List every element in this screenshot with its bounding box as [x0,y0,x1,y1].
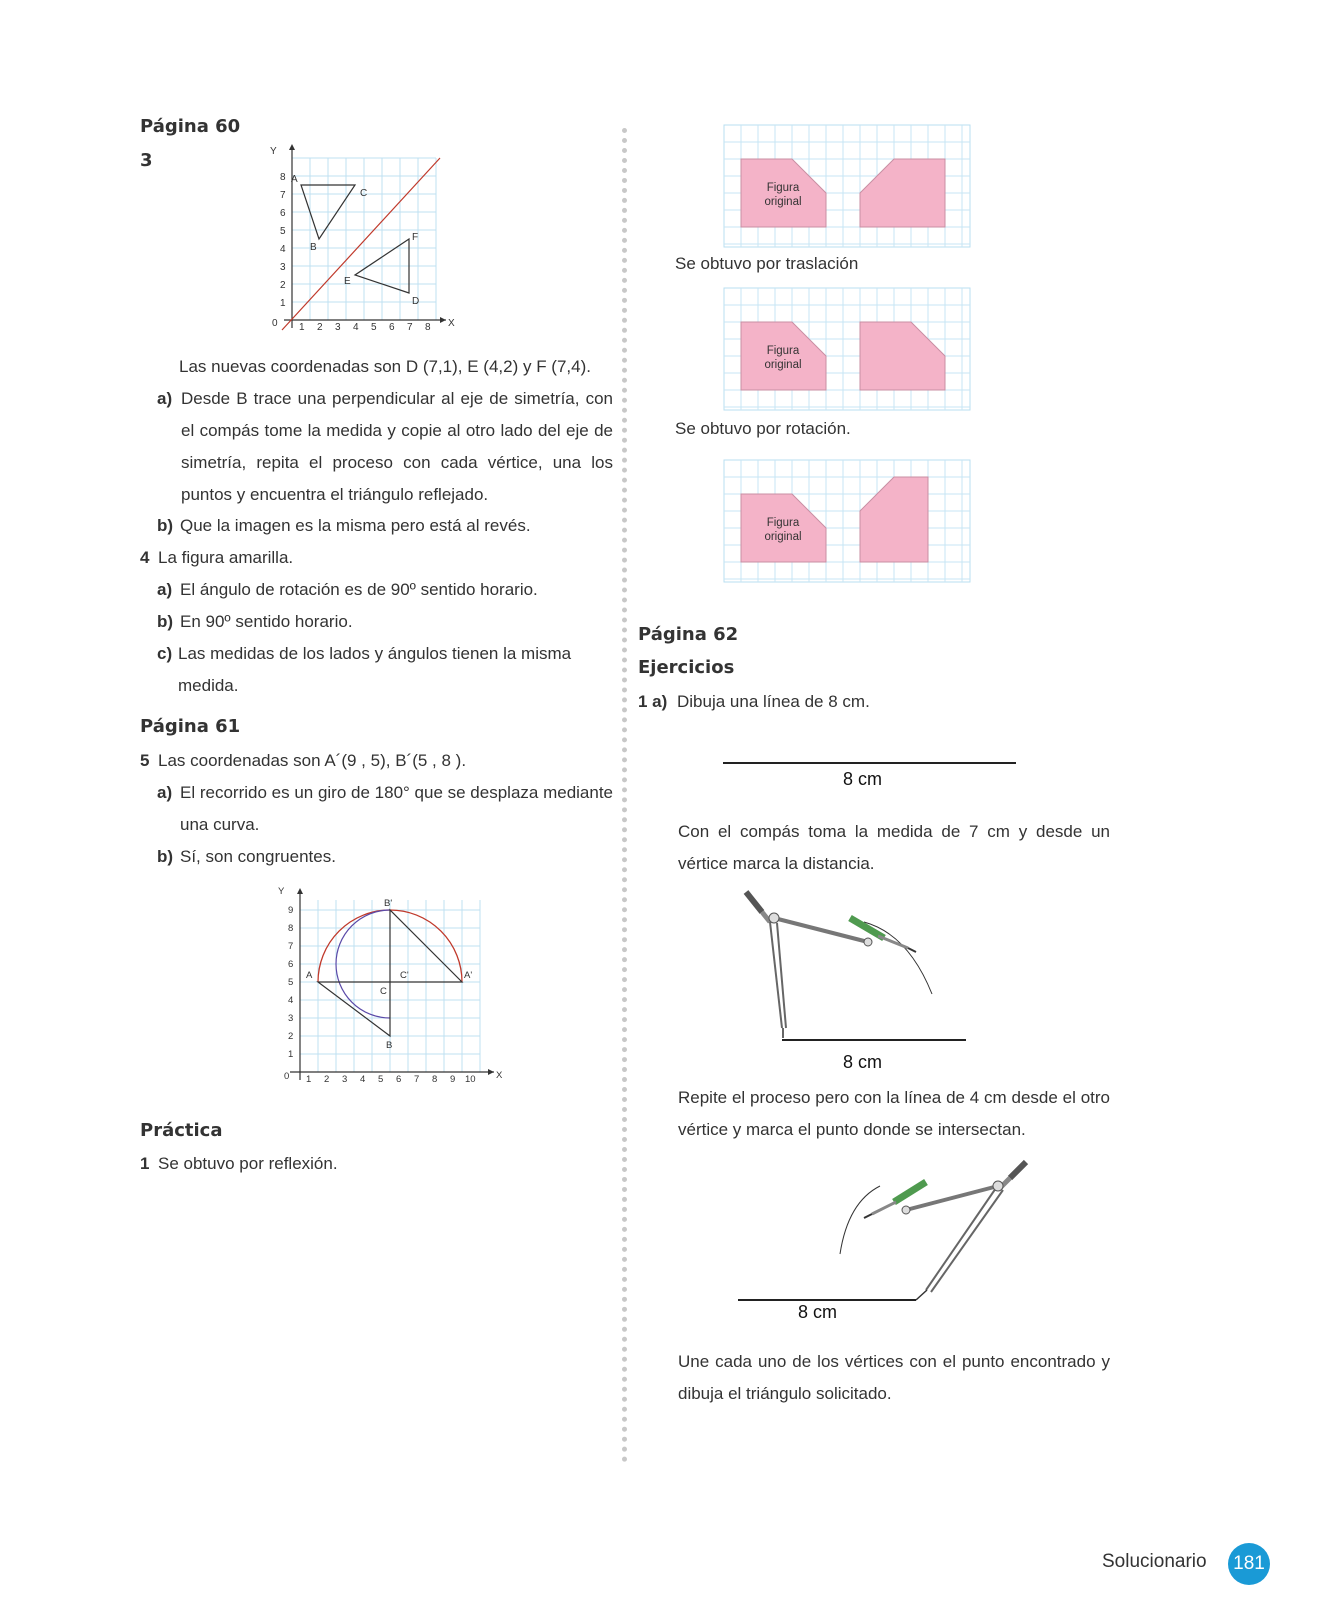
graph2-x-tick: 6 [396,1074,402,1085]
page-number-badge: 181 [1228,1543,1270,1585]
graph1-y-tick: 5 [280,226,286,237]
question-5-number: 5 [140,751,150,770]
column-divider [622,128,627,1463]
graph1-point-d: D [412,296,420,307]
graph2-x-tick: 4 [360,1074,366,1085]
q3-answer-text: Las nuevas coordenadas son D (7,1), E (4,2) y F (7,4). [179,357,591,376]
graph2-origin-label: 0 [284,1071,290,1082]
graph2-x-tick: 5 [378,1074,384,1085]
graph2-x-tick: 10 [465,1074,476,1085]
graph1-y-tick: 6 [280,208,286,219]
graph1-x-tick: 2 [317,322,323,333]
graph1-x-tick: 5 [371,322,377,333]
graph2-point-b-prime: B' [384,898,393,909]
graph1-x-tick: 1 [299,322,305,333]
graph2-y-tick: 6 [288,959,294,970]
graph2-y-axis-label: Y [278,886,285,897]
graph2-y-tick: 8 [288,923,294,934]
graph1-y-axis-label: Y [270,146,277,157]
figure-label-line1: Figura [766,345,800,357]
q3a-label: a) [157,389,173,408]
graph1-y-tick: 1 [280,298,286,309]
graph1-x-tick: 3 [335,322,341,333]
q5a-label: a) [157,783,173,802]
line-8cm-label: 8 cm [843,769,883,789]
graph2-y-tick: 7 [288,941,294,952]
q5b-text: Sí, son congruentes. [180,847,336,866]
figure-label-line1: Figura [766,517,800,529]
step2-text: Repite el proceso pero con la línea de 4 cm desde el otro vértice y marca el punto donde se intersectan. [678,1088,1110,1139]
q3a-text: Desde B trace una perpendicular al eje de simetría, con el compás tome la medida y copie al otro lado del eje de simetría, repita el proceso con cada vértice, una los puntos y encuentra el triángulo reflejado. [181,389,613,504]
graph-reflection [262,140,472,340]
q4a-text: El ángulo de rotación es de 90º sentido horario. [180,580,538,599]
graph2-y-tick: 2 [288,1031,294,1042]
footer-label: Solucionario [1102,1551,1207,1572]
q4a-label: a) [157,580,173,599]
line-8cm [723,762,1016,764]
figure-label-line2: original [764,359,802,371]
graph2-y-tick: 9 [288,905,294,916]
q5b-label: b) [157,847,174,866]
exercise-1-text: Dibuja una línea de 8 cm. [677,692,870,711]
q5a-text: El recorrido es un giro de 180° que se desplaza mediante una curva. [180,783,614,834]
q4-text: La figura amarilla. [158,548,294,567]
compass2-line-label: 8 cm [798,1302,838,1322]
practica-1-text: Se obtuvo por reflexión. [158,1154,338,1173]
figure-translation [723,124,973,250]
graph2-point-c: C [380,986,387,997]
heading-ejercicios: Ejercicios [638,657,735,678]
compass1-line-label: 8 cm [843,1052,883,1072]
figure-label-line1: Figura [766,182,800,194]
heading-pagina-62: Página 62 [638,624,739,645]
graph2-point-a-prime: A' [464,970,473,981]
q3b-text: Que la imagen es la misma pero está al revés. [180,516,531,535]
graph2-y-tick: 3 [288,1013,294,1024]
figure-label-line2: original [764,531,802,543]
graph1-x-tick: 7 [407,322,413,333]
graph2-x-tick: 3 [342,1074,348,1085]
graph1-point-f: F [412,232,419,243]
graph1-x-tick: 6 [389,322,395,333]
graph1-y-tick: 2 [280,280,286,291]
exercise-1-label: 1 a) [638,692,668,711]
step1-text: Con el compás toma la medida de 7 cm y desde un vértice marca la distancia. [678,822,1110,873]
q4c-text: Las medidas de los lados y ángulos tienen la misma medida. [178,644,572,695]
heading-practica: Práctica [140,1120,223,1141]
figure-rotation [723,287,973,413]
graph2-y-tick: 5 [288,977,294,988]
graph2-x-tick: 9 [450,1074,456,1085]
graph1-point-b: B [310,242,317,253]
graph2-x-tick: 8 [432,1074,438,1085]
step3-text: Une cada uno de los vértices con el punto encontrado y dibuja el triángulo solicitado. [678,1352,1110,1403]
heading-pagina-61: Página 61 [140,716,241,737]
graph2-point-c-prime: C' [400,970,409,981]
graph1-x-axis-label: X [448,318,455,329]
graph1-point-e: E [344,276,351,287]
graph2-x-tick: 1 [306,1074,312,1085]
graph2-x-axis-label: X [496,1070,503,1081]
q4b-text: En 90º sentido horario. [180,612,353,631]
graph2-y-tick: 1 [288,1049,294,1060]
compass-illustration-1 [740,888,980,1048]
graph1-y-tick: 7 [280,190,286,201]
graph1-x-tick: 4 [353,322,359,333]
graph2-y-tick: 4 [288,995,294,1006]
graph-rotation [272,886,512,1096]
graph1-x-tick: 8 [425,322,431,333]
graph1-y-tick: 4 [280,244,286,255]
graph1-point-a: A [291,174,298,185]
graph1-y-tick: 3 [280,262,286,273]
heading-pagina-60: Página 60 [140,116,241,137]
graph1-y-tick: 8 [280,172,286,183]
practica-1-number: 1 [140,1154,150,1173]
q4c-label: c) [157,644,173,663]
question-4-number: 4 [140,548,150,567]
figure-reflection [723,459,973,585]
graph2-point-b: B [386,1040,393,1051]
caption-rotation: Se obtuvo por rotación. [675,419,851,438]
q3b-label: b) [157,516,174,535]
question-3-number: 3 [140,150,153,171]
compass-illustration-2 [730,1158,1050,1308]
graph1-point-c: C [360,188,368,199]
graph2-x-tick: 7 [414,1074,420,1085]
figure-label-line2: original [764,196,802,208]
graph2-point-a: A [306,970,313,981]
q5-text: Las coordenadas son A´(9 , 5), B´(5 , 8 ). [158,751,467,770]
caption-translation: Se obtuvo por traslación [675,254,859,273]
graph1-origin-label: 0 [272,318,278,329]
q4b-label: b) [157,612,174,631]
graph2-x-tick: 2 [324,1074,330,1085]
graph2-axes [290,890,494,1080]
